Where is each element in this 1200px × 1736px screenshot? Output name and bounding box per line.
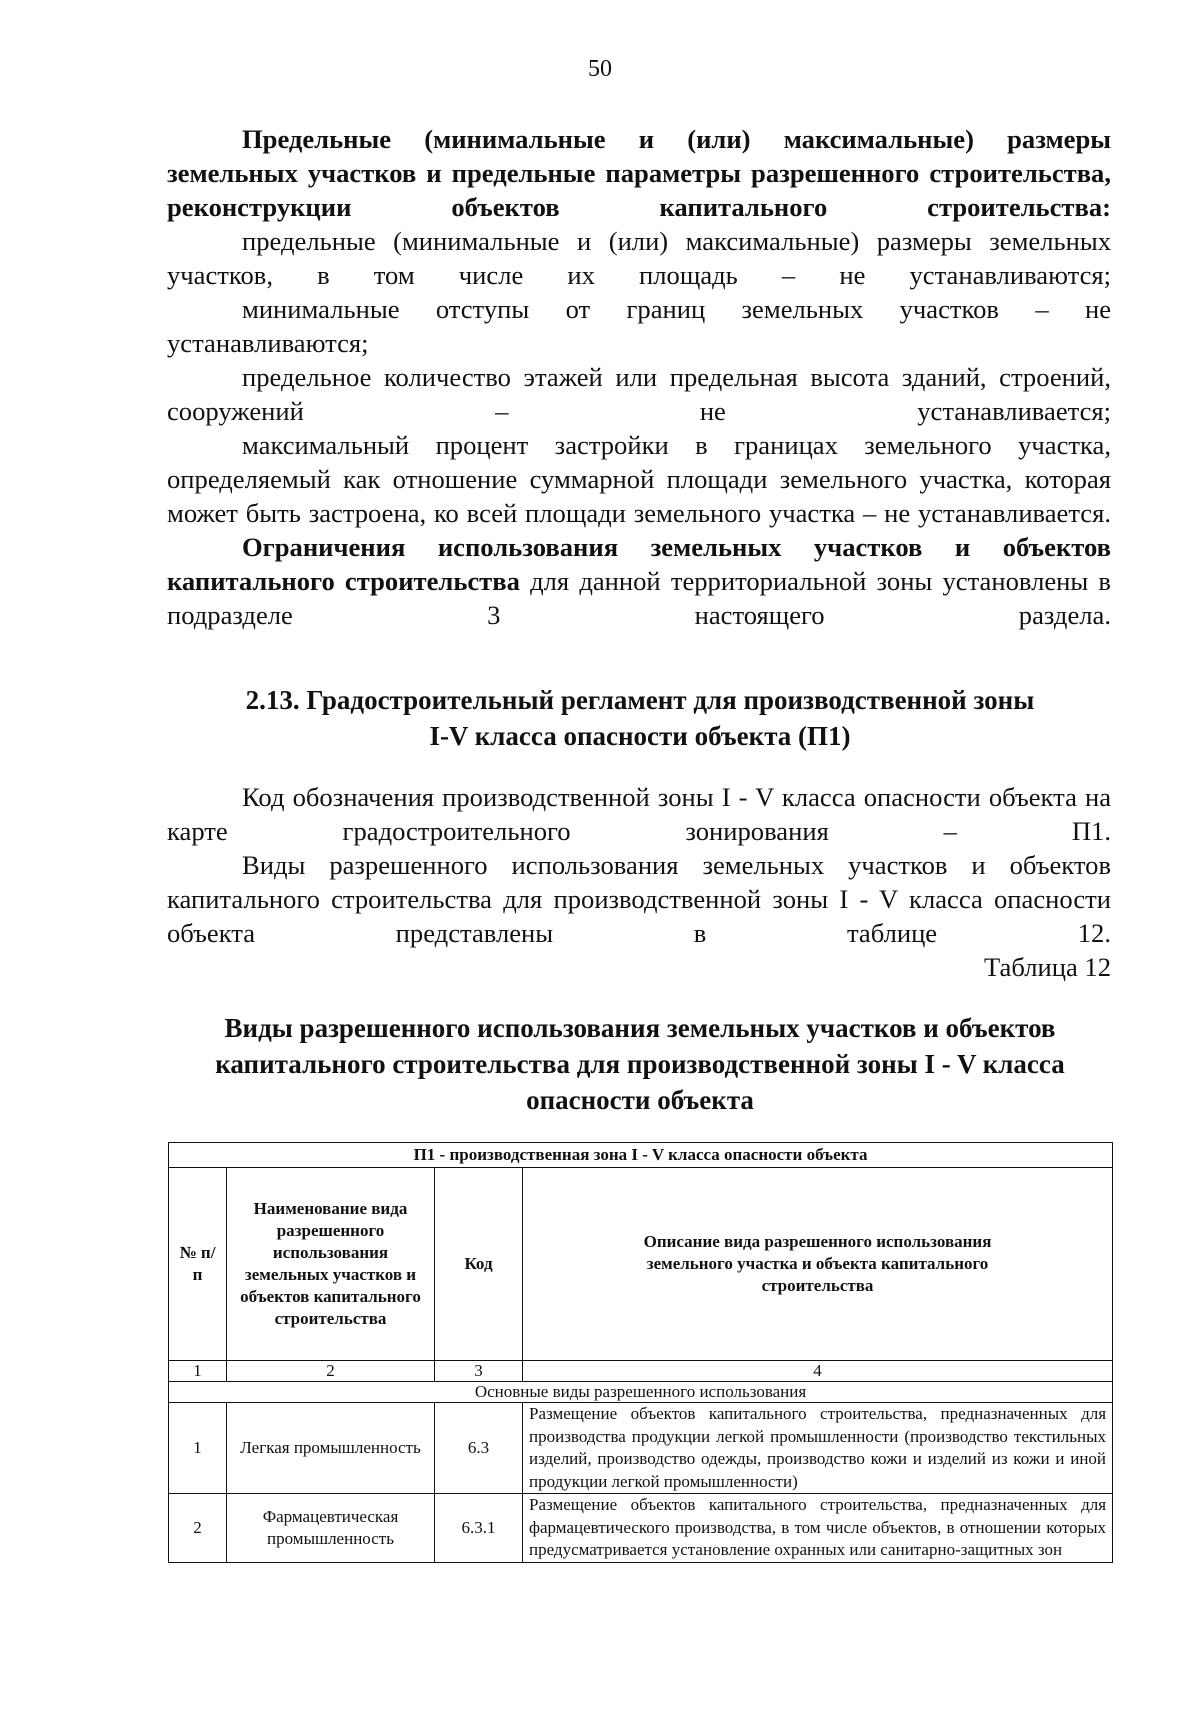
restrictions-paragraph [167, 530, 1111, 632]
col-number: 1 [169, 1361, 227, 1382]
usage-types-paragraph: Виды разрешенного использования земельных участков и объектов капитального строительства для производственной зоны I - V класса опасности объекта представлены в таблице 12. [167, 850, 1111, 948]
parameter-item: максимальный процент застройки в границах земельного участка, определяемый как отношение суммарной площади земельного участка, которая может быть застроена, ко всей площади земельного участка – не устанавливается. [167, 430, 1111, 528]
restrictions-bold: Ограничения использования земельных участков и объектов капитального строительства [167, 532, 1111, 596]
row-num: 2 [169, 1494, 227, 1563]
parameter-item: предельные (минимальные и (или) максимальные) размеры земельных участков, в том числе их площадь – не устанавливаются; [167, 226, 1111, 290]
main-usage-subheader: Основные виды разрешенного использования [169, 1382, 1113, 1403]
table-row [169, 1494, 1113, 1563]
row-code: 6.3 [435, 1403, 523, 1494]
column-header-row [169, 1168, 1113, 1361]
col-header-desc: Описание вида разрешенного использования земельного участка и объекта капитального строительства [523, 1168, 1113, 1361]
col-header-code: Код [435, 1168, 523, 1361]
col-header-num: № п/п [169, 1168, 227, 1361]
column-number-row [169, 1361, 1113, 1382]
usage-table [168, 1142, 1113, 1563]
table-row [169, 1403, 1113, 1494]
zone-code-paragraph: Код обозначения производственной зоны I - V класса опасности объекта на карте градостроительного зонирования – П1. [167, 782, 1111, 846]
page-number: 50 [588, 56, 612, 82]
row-desc: Размещение объектов капитального строительства, предназначенных для фармацевтического производства, в том числе объектов, в отношении которых предусматривается установление охранных или санитарно-защитных зон [523, 1494, 1113, 1563]
section-heading-line2: I-V класса опасности объекта (П1) [429, 721, 851, 751]
row-desc: Размещение объектов капитального строительства, предназначенных для производства продукции легкой промышленности (производство текстильных изделий, производство одежды, производство кожи и изделий из кожи и иной продукции легкой промышленности) [523, 1403, 1113, 1494]
parameters-heading: Предельные (минимальные и (или) максимальные) размеры земельных участков и предельные параметры разрешенного строительства, реконструкции объектов капитального строительства: [167, 124, 1111, 222]
row-name: Фармацевтическая промышленность [227, 1494, 435, 1563]
table-title [160, 1010, 1120, 1118]
row-name: Легкая промышленность [227, 1403, 435, 1494]
row-code: 6.3.1 [435, 1494, 523, 1563]
row-num: 1 [169, 1403, 227, 1494]
zone-header: П1 - производственная зона I - V класса опасности объекта [169, 1143, 1113, 1168]
table-label: Таблица 12 [983, 952, 1111, 982]
restrictions-rest: для данной территориальной зоны установлены в подразделе 3 настоящего раздела. [167, 566, 1111, 630]
section-heading [160, 682, 1120, 754]
col-number: 3 [435, 1361, 523, 1382]
table-title-line2: капитального строительства для производственной зоны I - V класса [215, 1049, 1065, 1079]
section-body [167, 780, 1111, 984]
col-header-name: Наименование вида разрешенного использования земельных участков и объектов капитального строительства [227, 1168, 435, 1361]
subheader-row [169, 1382, 1113, 1403]
parameters-block [167, 122, 1111, 632]
parameter-item: предельное количество этажей или предельная высота зданий, строений, сооружений – не устанавливается; [167, 362, 1111, 426]
table-title-line1: Виды разрешенного использования земельных участков и объектов [224, 1013, 1056, 1043]
section-heading-line1: 2.13. Градостроительный регламент для производственной зоны [245, 685, 1035, 715]
col-number: 2 [227, 1361, 435, 1382]
zone-header-row [169, 1143, 1113, 1168]
table-title-line3: опасности объекта [526, 1085, 754, 1115]
col-number: 4 [523, 1361, 1113, 1382]
parameter-item: минимальные отступы от границ земельных участков – не устанавливаются; [167, 294, 1111, 358]
